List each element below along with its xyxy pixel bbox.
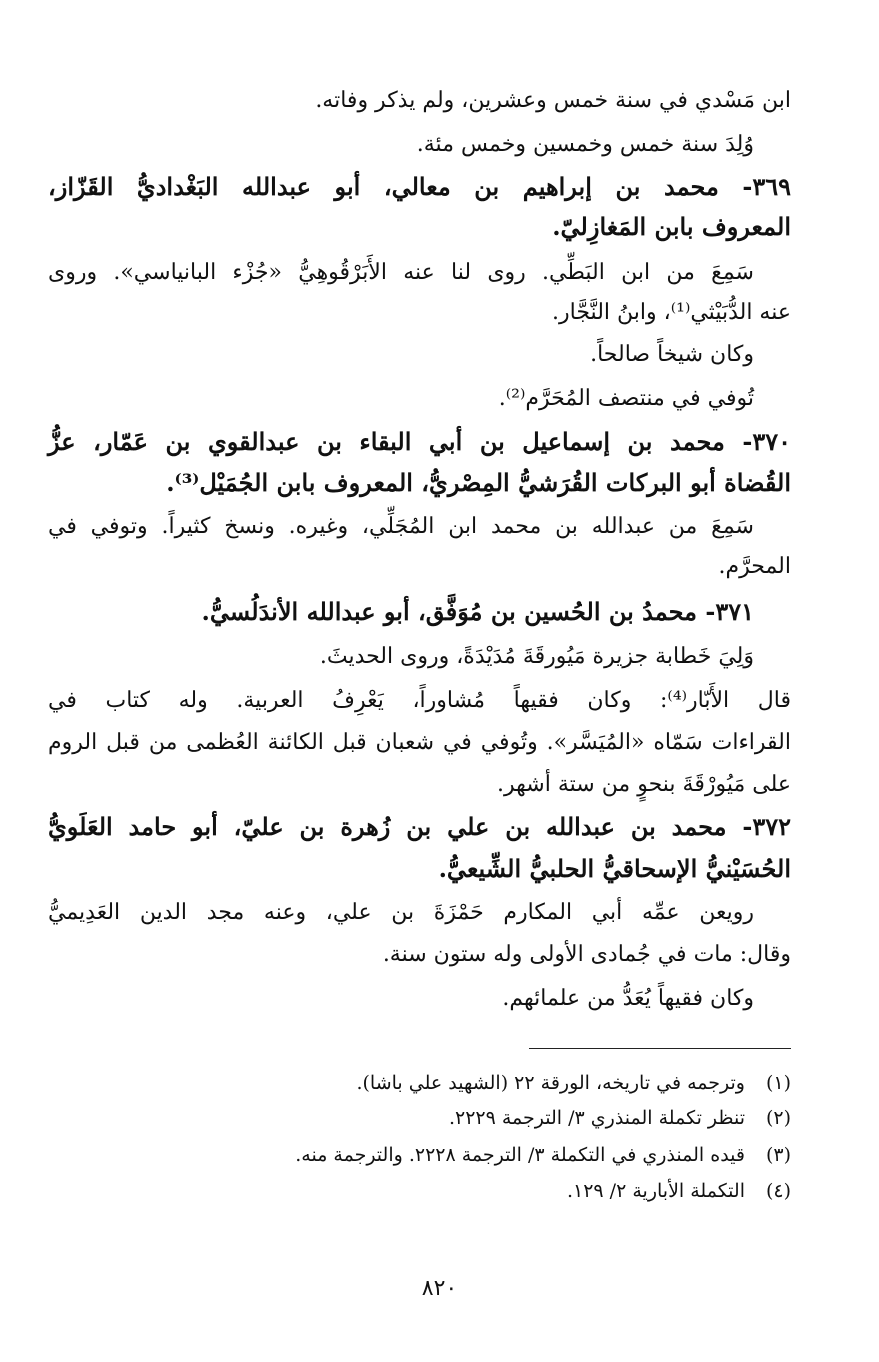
text-line: وقال: مات في جُمادى الأولى وله ستون سنة. [382, 942, 791, 967]
footnote-separator [529, 1048, 791, 1049]
footnote-text: التكملة الأبارية ٢/ ١٢٩. [566, 1180, 745, 1202]
text-line: على مَيُورْقَةَ بنحوٍ من ستة أشهر. [497, 772, 791, 797]
text-line: ابن مَسْدي في سنة خمس وعشرين، ولم يذكر وفاته. [315, 88, 791, 113]
footnote-3 [295, 1142, 791, 1168]
entry-heading-371: ٣٧١- محمدُ بن الحُسين بن مُوَفَّق، أبو عبدالله الأندَلُسيُّ. [201, 597, 754, 626]
text-line: وكان شيخاً صالحاً. [590, 342, 754, 367]
page-number: ٨٢٠ [421, 1276, 458, 1301]
footnote-2 [449, 1105, 791, 1131]
footnote-4 [567, 1178, 791, 1204]
footnote-text: تنظر تكملة المنذري ٣/ الترجمة ٢٢٢٩. [448, 1107, 745, 1129]
entry-heading-372-cont: الحُسَيْنيُّ الإسحاقيُّ الحلبيُّ الشِّيعيُّ. [438, 854, 791, 883]
text-line: عنه الدُّبَيْثي⁽¹⁾، وابنُ النَّجَّار. [552, 300, 791, 325]
text-line: سَمِعَ من ابن البَطِّي. روى لنا عنه الأَبَرْقُوهِيُّ «جُزْء البانياسي». وروى [48, 260, 754, 285]
footnote-number: (٤) [765, 1180, 791, 1202]
text-line: وكان فقيهاً يُعَدُّ من علمائهم. [502, 986, 754, 1011]
entry-heading-370-cont: القُضاة أبو البركات القُرَشيُّ المِصْريُّ، المعروف بابن الجُمَيْل⁽³⁾. [166, 468, 791, 497]
text-line: وُلِدَ سنة خمس وخمسين وخمس مئة. [416, 132, 754, 157]
text-line: قال الأَبّار⁽⁴⁾: وكان فقيهاً مُشاوراً، يَعْرِفُ العربية. وله كتاب في [48, 688, 791, 713]
entry-heading-370: ٣٧٠- محمد بن إسماعيل بن أبي البقاء بن عبدالقوي بن عَمّار، عزُّ [48, 427, 791, 456]
entry-heading-369: ٣٦٩- محمد بن إبراهيم بن معالي، أبو عبدالله البَغْداديُّ القَزّاز، [48, 172, 791, 201]
text-line: المحرَّم. [718, 554, 791, 579]
footnote-text: وترجمه في تاريخه، الورقة ٢٢ (الشهيد علي باشا). [356, 1072, 745, 1094]
entry-heading-369-cont: المعروف بابن المَغازِليّ. [552, 212, 791, 241]
footnote-text: قيده المنذري في التكملة ٣/ الترجمة ٢٢٢٨. والترجمة منه. [295, 1144, 745, 1166]
text-line: وَلِيَ خَطابة جزيرة مَيُورقَةَ مُدَيْدَةً، وروى الحديثَ. [319, 644, 754, 669]
entry-heading-372: ٣٧٢- محمد بن عبدالله بن علي بن زُهرة بن عليّ، أبو حامد العَلَويُّ [48, 812, 791, 841]
text-line: تُوفي في منتصف المُحَرَّم⁽²⁾. [498, 386, 754, 411]
text-line: رویعن عمِّه أبي المكارم حَمْزَةَ بن علي، وعنه مجد الدين العَدِيميُّ [48, 900, 754, 925]
footnote-number: (٣) [765, 1144, 791, 1166]
footnote-1 [356, 1070, 791, 1096]
text-line: القراءات سَمّاه «المُيَسَّر». وتُوفي في شعبان قبل الكائنة العُظمى من قبل الروم [48, 730, 791, 755]
footnote-number: (٢) [765, 1107, 791, 1129]
text-line: سَمِعَ من عبدالله بن محمد ابن المُجَلِّي، وغيره. ونسخ كثيراً. وتوفي في [48, 514, 754, 539]
footnote-number: (١) [765, 1072, 791, 1094]
